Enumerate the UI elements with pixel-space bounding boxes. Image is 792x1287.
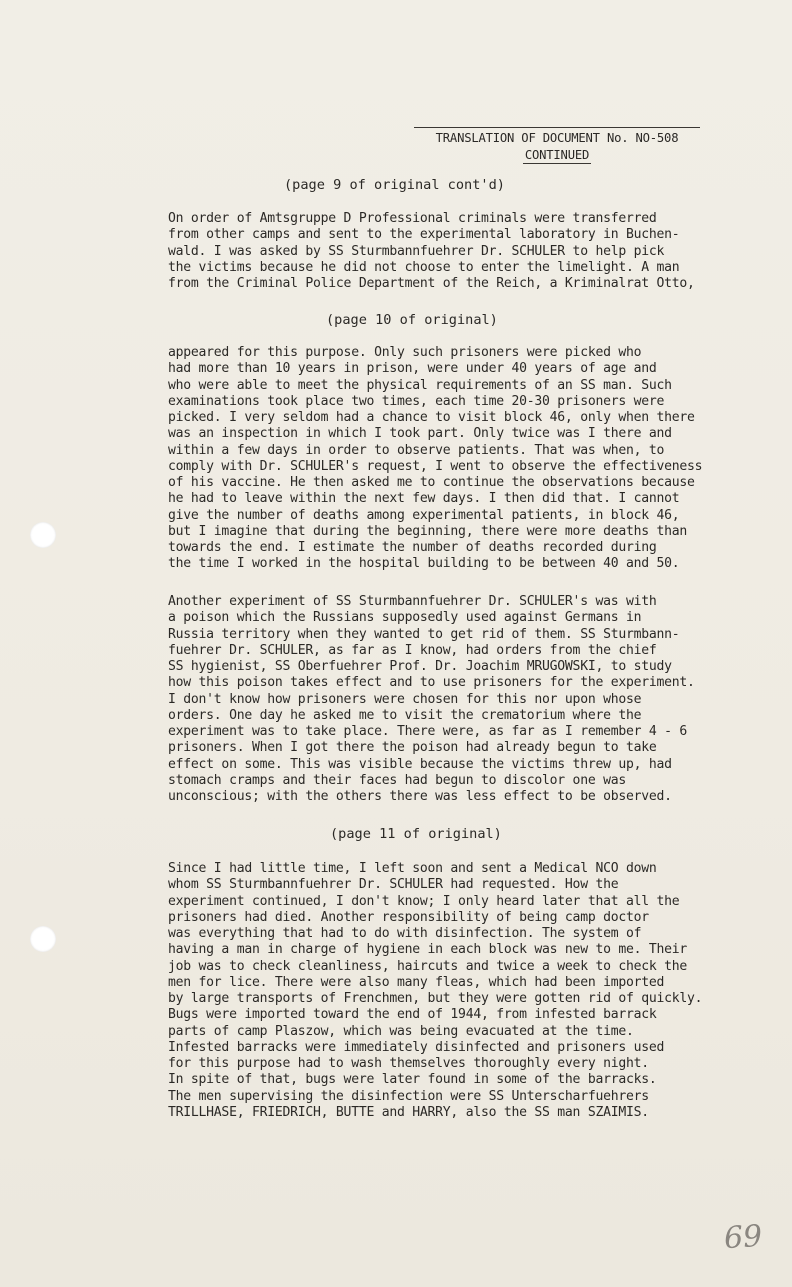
header-title: TRANSLATION OF DOCUMENT No. NO-508 (435, 131, 679, 145)
paragraph-4: Since I had little time, I left soon and sent a Medical NCO down whom SS Sturmbannfuehrer Dr. SCHULER had requested. How the experiment continued, I don't know; I only heard later that all the prisoners had died. Another responsibility of being camp doctor was everything that had to do with disinfection. The system of having a man in charge of hygiene in each block was new to me. Their job was to check cleanliness, haircuts and twice a week to check the men for lice. There were also many fleas, which had been imported by large transports of Frenchmen, but they were gotten rid of quickly. Bugs were imported toward the end of 1944, from infested barrack parts of camp Plaszow, which was being evacuated at the time. Infested barracks were immediately disinfected and prisoners used for this purpose had to wash themselves thoroughly every night. In spite of that, bugs were later found in some of the barracks. The men supervising the disinfection were SS Unterscharfuehrers TRILLHASE, FRIEDRICH, BUTTE and HARRY, also the SS man SZAIMIS. (168, 861, 703, 1120)
page-note-10: (page 10 of original) (326, 312, 498, 328)
handwritten-folio-number: 69 (722, 1218, 764, 1257)
punch-hole-lower (30, 926, 56, 952)
page-note-9: (page 9 of original cont'd) (284, 177, 505, 193)
page-note-11: (page 11 of original) (330, 826, 502, 842)
document-header (416, 127, 698, 164)
header-subtitle: CONTINUED (524, 148, 590, 162)
punch-hole-upper (30, 522, 56, 548)
paragraph-2: appeared for this purpose. Only such prisoners were picked who had more than 10 years in prison, were under 40 years of age and who were able to meet the physical requirements of an SS man. Such examinations took place two times, each time 20-30 prisoners were picked. I very seldom had a chance to visit block 46, only when there was an inspection in which I took part. Only twice was I there and within a few days in order to observe patients. That was when, to comply with Dr. SCHULER's request, I went to observe the effectiveness of his vaccine. He then asked me to continue the observations because he had to leave within the next few days. I then did that. I cannot give the number of deaths among experimental patients, in block 46, but I imagine that during the beginning, there were more deaths than towards the end. I estimate the number of deaths recorded during the time I worked in the hospital building to be between 40 and 50. (168, 345, 703, 572)
paragraph-3: Another experiment of SS Sturmbannfuehrer Dr. SCHULER's was with a poison which the Russians supposedly used against Germans in Russia territory when they wanted to get rid of them. SS Sturmbann- fuehrer Dr. SCHULER, as far as I know, had orders from the chief SS hygienist, SS Oberfuehrer Prof. Dr. Joachim MRUGOWSKI, to study how this poison takes effect and to use prisoners for the experiment. I don't know how prisoners were chosen for this nor upon whose orders. One day he asked me to visit the crematorium where the experiment was to take place. There were, as far as I remember 4 - 6 prisoners. When I got there the poison had already begun to take effect on some. This was visible because the victims threw up, had stomach cramps and their faces had begun to discolor one was unconscious; with the others there was less effect to be observed. (168, 594, 695, 804)
paragraph-1: On order of Amtsgruppe D Professional criminals were transferred from other camps and sent to the experimental laboratory in Buchen- wald. I was asked by SS Sturmbannfuehrer Dr. SCHULER to help pick the victims because he did not choose to enter the limelight. A man from the Criminal Police Department of the Reich, a Kriminalrat Otto, (168, 211, 695, 291)
